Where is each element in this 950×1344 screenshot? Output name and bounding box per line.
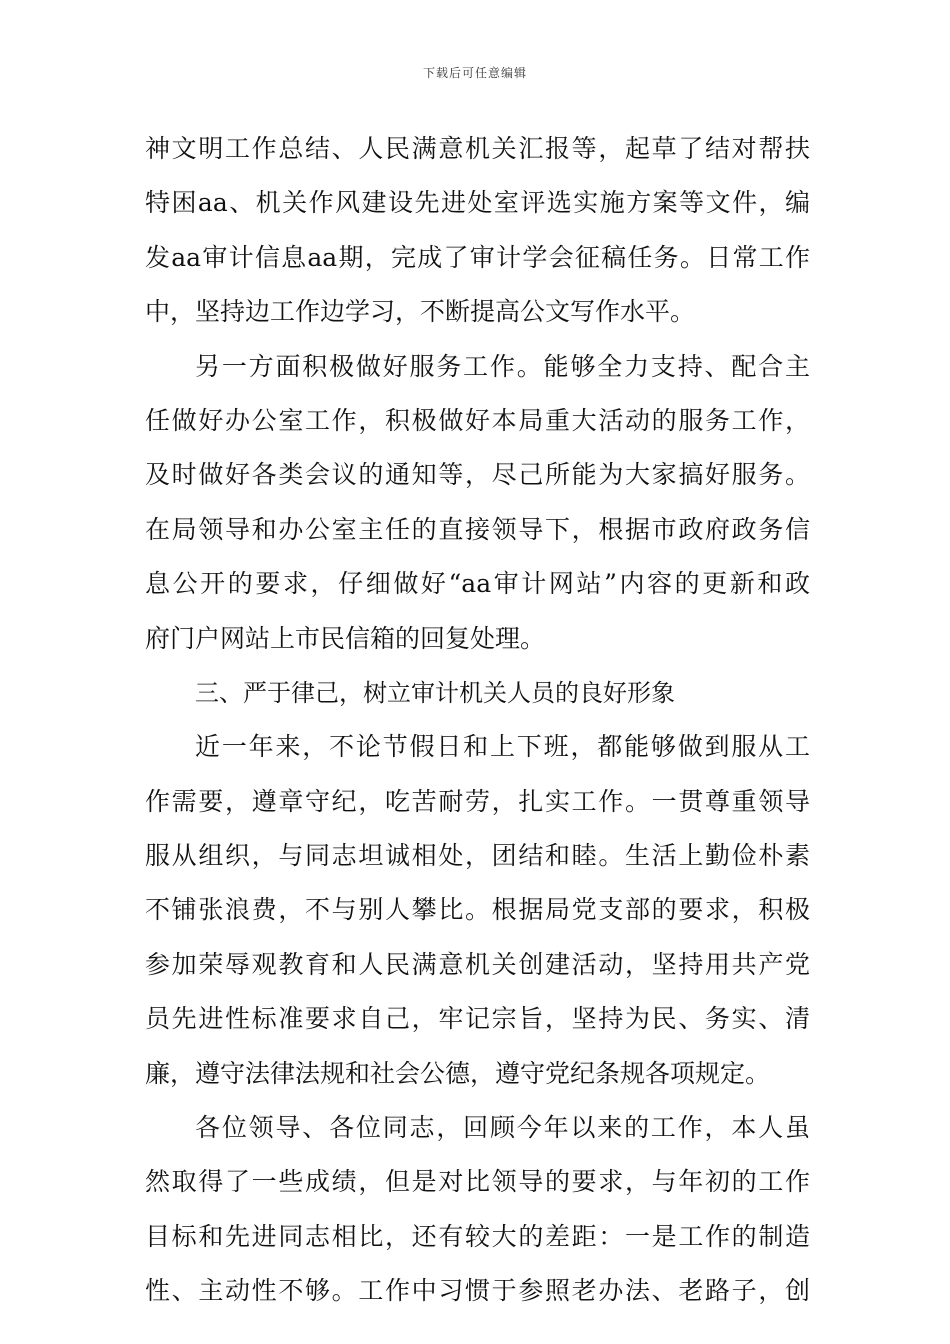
text-line: 不铺张浪费，不与别人攀比。根据局党支部的要求，积极 [145,895,810,925]
section-heading-text: 三、严于律己，树立审计机关人员的良好形象 [195,678,675,707]
paragraph-continuation [145,122,810,340]
text-line: 各位领导、各位同志，回顾今年以来的工作，本人虽 [195,1113,810,1143]
text-line: 目标和先进同志相比，还有较大的差距：一是工作的制造 [145,1221,810,1251]
text-line: 廉，遵守法律法规和社会公德，遵守党纪条规各项规定。 [145,1058,771,1088]
document-body [145,122,810,1319]
text-line: 员先进性标准要求自己，牢记宗旨，坚持为民、务实、清 [145,1004,810,1034]
text-line: 参加荣辱观教育和人民满意机关创建活动，坚持用共产党 [145,949,810,979]
text-line: 府门户网站上市民信箱的回复处理。 [145,623,546,653]
section-heading [145,666,810,720]
text-line: 服从组织，与同志坦诚相处，团结和睦。生活上勤俭朴素 [145,841,810,871]
paragraph-service-work [145,340,810,666]
text-line: 近一年来，不论节假日和上下班，都能够做到服从工 [195,732,810,762]
text-line: 发aa审计信息aa期，完成了审计学会征稿任务。日常工作 [145,242,810,272]
paragraph-discipline [145,720,810,1101]
text-line: 神文明工作总结、人民满意机关汇报等，起草了结对帮扶 [145,134,810,163]
text-line: 特困aa、机关作风建设先进处室评选实施方案等文件，编 [145,188,810,218]
text-line: 作需要，遵章守纪，吃苦耐劳，扎实工作。一贯尊重领导 [145,786,810,816]
text-line: 中，坚持边工作边学习，不断提高公文写作水平。 [145,297,696,327]
text-line: 然取得了一些成绩，但是对比领导的要求，与年初的工作 [145,1167,810,1197]
paragraph-review [145,1101,810,1319]
text-line: 及时做好各类会议的通知等，尽己所能为大家搞好服务。 [145,460,810,490]
text-line: 任做好办公室工作，积极做好本局重大活动的服务工作， [145,405,810,435]
text-line: 息公开的要求，仔细做好“aa审计网站”内容的更新和政 [145,569,810,599]
page-header: 下载后可任意编辑 [422,66,527,80]
text-line: 在局领导和办公室主任的直接领导下，根据市政府政务信 [145,514,810,544]
text-line: 另一方面积极做好服务工作。能够全力支持、配合主 [195,351,810,381]
text-line: 性、主动性不够。工作中习惯于参照老办法、老路子，创 [145,1276,810,1306]
